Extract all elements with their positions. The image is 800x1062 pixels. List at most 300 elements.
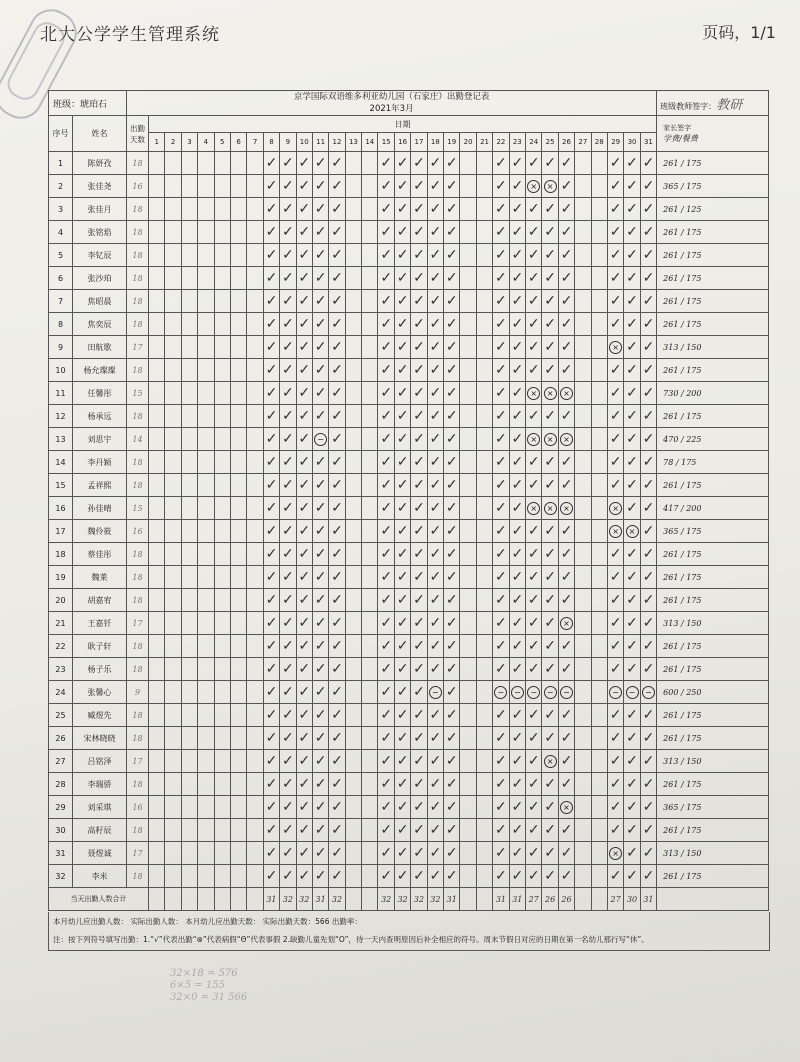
attendance-cell [394, 474, 410, 497]
attendance-cell [345, 428, 361, 451]
student-days: 17 [127, 336, 149, 359]
attendance-cell [198, 819, 214, 842]
present-check-icon: ✓ [527, 638, 540, 654]
attendance-cell [149, 497, 165, 520]
present-check-icon: ✓ [626, 661, 638, 677]
present-check-icon: ✓ [609, 776, 622, 792]
attendance-cell [362, 405, 378, 428]
attendance-cell [165, 382, 181, 405]
attendance-cell [378, 198, 394, 221]
attendance-cell [476, 175, 492, 198]
attendance-cell [460, 750, 476, 773]
present-check-icon: ✓ [314, 822, 327, 838]
attendance-cell [378, 750, 394, 773]
present-check-icon: ✓ [314, 523, 327, 539]
present-check-icon: ✓ [281, 684, 294, 700]
attendance-cell [296, 336, 312, 359]
attendance-cell [591, 566, 607, 589]
attendance-cell [230, 152, 246, 175]
present-check-icon: ✓ [396, 270, 409, 286]
attendance-cell [624, 681, 640, 704]
attendance-cell [263, 543, 279, 566]
attendance-cell [640, 497, 656, 520]
personal-leave-icon: − [314, 433, 327, 446]
present-check-icon: ✓ [544, 868, 556, 884]
attendance-cell [165, 612, 181, 635]
student-name: 杨子乐 [73, 658, 127, 681]
attendance-cell [198, 244, 214, 267]
present-check-icon: ✓ [265, 385, 278, 401]
present-check-icon: ✓ [445, 178, 458, 194]
attendance-cell [312, 658, 328, 681]
student-days: 18 [127, 589, 149, 612]
attendance-cell [575, 198, 591, 221]
attendance-cell [181, 773, 197, 796]
present-check-icon: ✓ [495, 799, 507, 815]
student-name: 高籽辰 [73, 819, 127, 842]
attendance-cell [329, 474, 345, 497]
attendance-cell [509, 819, 525, 842]
attendance-cell [280, 267, 296, 290]
attendance-cell [509, 428, 525, 451]
present-check-icon: ✓ [642, 776, 655, 792]
attendance-cell [181, 405, 197, 428]
present-check-icon: ✓ [544, 615, 556, 631]
present-check-icon: ✓ [495, 316, 507, 332]
present-check-icon: ✓ [298, 523, 311, 539]
attendance-cell [575, 842, 591, 865]
present-check-icon: ✓ [626, 799, 638, 815]
present-check-icon: ✓ [527, 362, 540, 378]
attendance-cell [329, 175, 345, 198]
present-check-icon: ✓ [527, 799, 540, 815]
attendance-cell [640, 267, 656, 290]
attendance-cell [526, 796, 542, 819]
attendance-cell [362, 267, 378, 290]
student-row [49, 520, 769, 543]
parent-fee-signature: 365 / 175 [657, 520, 769, 543]
attendance-cell [411, 612, 427, 635]
attendance-cell [493, 290, 509, 313]
present-check-icon: ✓ [429, 569, 442, 585]
attendance-cell [509, 612, 525, 635]
attendance-cell [296, 819, 312, 842]
attendance-cell [214, 842, 230, 865]
attendance-cell [394, 198, 410, 221]
attendance-cell [640, 428, 656, 451]
present-check-icon: ✓ [380, 753, 393, 769]
attendance-cell [640, 727, 656, 750]
attendance-cell [329, 842, 345, 865]
present-check-icon: ✓ [265, 339, 278, 355]
attendance-cell [591, 175, 607, 198]
present-check-icon: ✓ [642, 753, 655, 769]
present-check-icon: ✓ [626, 339, 638, 355]
student-row [49, 681, 769, 704]
present-check-icon: ✓ [527, 293, 540, 309]
attendance-cell [165, 704, 181, 727]
student-name: 蔡佳彤 [73, 543, 127, 566]
attendance-cell [542, 175, 558, 198]
attendance-cell [263, 865, 279, 888]
attendance-cell [312, 635, 328, 658]
sick-leave-icon: × [560, 801, 573, 814]
attendance-cell [526, 244, 542, 267]
present-check-icon: ✓ [331, 155, 343, 171]
attendance-cell [624, 658, 640, 681]
attendance-cell [624, 428, 640, 451]
present-check-icon: ✓ [396, 799, 409, 815]
attendance-cell [312, 612, 328, 635]
present-check-icon: ✓ [298, 316, 311, 332]
attendance-cell [165, 428, 181, 451]
parent-fee-signature: 261 / 175 [657, 244, 769, 267]
attendance-cell [345, 336, 361, 359]
present-check-icon: ✓ [331, 845, 343, 861]
attendance-cell [345, 773, 361, 796]
attendance-cell [526, 290, 542, 313]
present-check-icon: ✓ [642, 868, 655, 884]
scribble-line: 32×0 = 31 566 [170, 992, 248, 1003]
present-check-icon: ✓ [544, 201, 556, 217]
present-check-icon: ✓ [495, 431, 507, 447]
attendance-cell [493, 313, 509, 336]
attendance-cell [214, 359, 230, 382]
student-no: 31 [49, 842, 73, 865]
daily-total: 31 [509, 888, 525, 911]
attendance-cell [493, 198, 509, 221]
attendance-cell [394, 796, 410, 819]
attendance-cell [640, 635, 656, 658]
present-check-icon: ✓ [495, 293, 507, 309]
attendance-cell [312, 796, 328, 819]
attendance-cell [378, 244, 394, 267]
present-check-icon: ✓ [413, 385, 425, 401]
attendance-cell [296, 727, 312, 750]
attendance-cell [542, 612, 558, 635]
present-check-icon: ✓ [429, 799, 442, 815]
attendance-cell [345, 635, 361, 658]
present-check-icon: ✓ [265, 684, 278, 700]
student-days: 18 [127, 658, 149, 681]
attendance-cell [165, 175, 181, 198]
teacher-signature-label: 班级教师签字： [660, 101, 717, 111]
attendance-cell [493, 405, 509, 428]
present-check-icon: ✓ [380, 385, 393, 401]
present-check-icon: ✓ [445, 316, 458, 332]
present-check-icon: ✓ [413, 753, 425, 769]
personal-leave-icon: − [494, 686, 507, 699]
present-check-icon: ✓ [429, 224, 442, 240]
attendance-cell [460, 842, 476, 865]
parent-fee-signature: 313 / 150 [657, 612, 769, 635]
present-check-icon: ✓ [560, 546, 573, 562]
student-row [49, 842, 769, 865]
attendance-cell [476, 819, 492, 842]
attendance-cell [624, 773, 640, 796]
attendance-cell [214, 658, 230, 681]
attendance-cell [444, 336, 460, 359]
attendance-cell [149, 681, 165, 704]
present-check-icon: ✓ [511, 638, 524, 654]
present-check-icon: ✓ [281, 661, 294, 677]
present-check-icon: ✓ [281, 270, 294, 286]
attendance-cell [362, 704, 378, 727]
attendance-cell [591, 244, 607, 267]
present-check-icon: ✓ [609, 408, 622, 424]
parent-signature-value: 学费/餐费 [663, 134, 698, 143]
present-check-icon: ✓ [495, 224, 507, 240]
present-check-icon: ✓ [314, 201, 327, 217]
attendance-cell [362, 428, 378, 451]
student-no: 32 [49, 865, 73, 888]
attendance-cell [640, 290, 656, 313]
attendance-cell [444, 819, 460, 842]
attendance-cell [329, 750, 345, 773]
attendance-cell [575, 773, 591, 796]
attendance-cell [198, 796, 214, 819]
parent-fee-signature: 261 / 175 [657, 773, 769, 796]
attendance-cell [509, 290, 525, 313]
daily-total: 32 [394, 888, 410, 911]
attendance-cell [493, 382, 509, 405]
attendance-cell [362, 612, 378, 635]
attendance-cell [247, 382, 263, 405]
present-check-icon: ✓ [626, 822, 638, 838]
header-row [49, 116, 769, 133]
present-check-icon: ✓ [527, 753, 540, 769]
attendance-cell [411, 313, 427, 336]
student-row [49, 290, 769, 313]
attendance-cell [427, 313, 443, 336]
attendance-cell [476, 267, 492, 290]
attendance-cell [444, 612, 460, 635]
present-check-icon: ✓ [265, 776, 278, 792]
present-check-icon: ✓ [642, 224, 655, 240]
attendance-cell [460, 796, 476, 819]
attendance-cell [411, 819, 427, 842]
present-check-icon: ✓ [445, 799, 458, 815]
attendance-cell [411, 865, 427, 888]
attendance-cell [296, 612, 312, 635]
present-check-icon: ✓ [511, 776, 524, 792]
present-check-icon: ✓ [495, 638, 507, 654]
attendance-cell [247, 589, 263, 612]
attendance-cell [329, 681, 345, 704]
attendance-cell [460, 198, 476, 221]
attendance-cell [624, 382, 640, 405]
parent-fee-signature: 470 / 225 [657, 428, 769, 451]
attendance-cell [198, 497, 214, 520]
attendance-cell [411, 589, 427, 612]
attendance-cell [362, 497, 378, 520]
present-check-icon: ✓ [626, 316, 638, 332]
present-check-icon: ✓ [413, 799, 425, 815]
attendance-cell [280, 612, 296, 635]
attendance-cell [558, 865, 574, 888]
attendance-cell [394, 313, 410, 336]
attendance-cell [591, 336, 607, 359]
student-no: 13 [49, 428, 73, 451]
present-check-icon: ✓ [642, 339, 655, 355]
attendance-cell [312, 520, 328, 543]
attendance-cell [165, 244, 181, 267]
attendance-cell [280, 727, 296, 750]
attendance-cell [640, 198, 656, 221]
attendance-cell [165, 474, 181, 497]
attendance-cell [149, 405, 165, 428]
attendance-cell [444, 589, 460, 612]
attendance-cell [607, 382, 623, 405]
present-check-icon: ✓ [609, 707, 622, 723]
present-check-icon: ✓ [626, 178, 638, 194]
attendance-cell [607, 428, 623, 451]
attendance-cell [149, 198, 165, 221]
attendance-cell [411, 221, 427, 244]
present-check-icon: ✓ [396, 293, 409, 309]
personal-leave-icon: − [609, 686, 622, 699]
attendance-cell [329, 704, 345, 727]
present-check-icon: ✓ [626, 776, 638, 792]
attendance-cell [378, 382, 394, 405]
present-check-icon: ✓ [265, 799, 278, 815]
daily-total [198, 888, 214, 911]
sick-leave-icon: × [560, 502, 573, 515]
attendance-cell [247, 520, 263, 543]
attendance-cell [345, 497, 361, 520]
attendance-cell [312, 221, 328, 244]
present-check-icon: ✓ [527, 316, 540, 332]
attendance-cell [411, 750, 427, 773]
attendance-cell [476, 842, 492, 865]
attendance-cell [247, 497, 263, 520]
attendance-cell [542, 313, 558, 336]
present-check-icon: ✓ [527, 661, 540, 677]
attendance-cell [444, 520, 460, 543]
present-check-icon: ✓ [560, 845, 573, 861]
present-check-icon: ✓ [380, 638, 393, 654]
attendance-cell [526, 497, 542, 520]
attendance-cell [329, 451, 345, 474]
present-check-icon: ✓ [609, 615, 622, 631]
attendance-cell [230, 612, 246, 635]
attendance-cell [165, 451, 181, 474]
attendance-cell [427, 750, 443, 773]
attendance-cell [263, 658, 279, 681]
present-check-icon: ✓ [380, 730, 393, 746]
present-check-icon: ✓ [642, 385, 655, 401]
attendance-cell [230, 267, 246, 290]
attendance-cell [296, 842, 312, 865]
present-check-icon: ✓ [413, 500, 425, 516]
attendance-cell [575, 451, 591, 474]
sick-leave-icon: × [544, 755, 557, 768]
present-check-icon: ✓ [331, 523, 343, 539]
present-check-icon: ✓ [609, 546, 622, 562]
attendance-cell [263, 336, 279, 359]
attendance-cell [444, 727, 460, 750]
present-check-icon: ✓ [314, 408, 327, 424]
present-check-icon: ✓ [281, 753, 294, 769]
attendance-cell [214, 382, 230, 405]
attendance-cell [640, 221, 656, 244]
attendance-cell [427, 842, 443, 865]
attendance-cell [394, 612, 410, 635]
sick-leave-icon: × [560, 387, 573, 400]
attendance-cell [427, 796, 443, 819]
attendance-cell [280, 336, 296, 359]
attendance-cell [198, 589, 214, 612]
attendance-cell [280, 819, 296, 842]
attendance-cell [542, 842, 558, 865]
attendance-cell [575, 382, 591, 405]
present-check-icon: ✓ [495, 707, 507, 723]
parent-fee-signature: 261 / 175 [657, 704, 769, 727]
attendance-cell [624, 750, 640, 773]
attendance-cell [329, 566, 345, 589]
present-check-icon: ✓ [445, 362, 458, 378]
attendance-cell [444, 658, 460, 681]
attendance-cell [607, 796, 623, 819]
present-check-icon: ✓ [511, 845, 524, 861]
present-check-icon: ✓ [495, 385, 507, 401]
attendance-cell [624, 198, 640, 221]
attendance-cell [362, 842, 378, 865]
attendance-cell [378, 658, 394, 681]
present-check-icon: ✓ [265, 316, 278, 332]
present-check-icon: ✓ [314, 454, 327, 470]
present-check-icon: ✓ [413, 178, 425, 194]
present-check-icon: ✓ [331, 638, 343, 654]
attendance-cell [149, 819, 165, 842]
attendance-cell [542, 773, 558, 796]
student-row [49, 336, 769, 359]
student-name: 臧煜先 [73, 704, 127, 727]
attendance-cell [444, 175, 460, 198]
attendance-cell [607, 635, 623, 658]
attendance-cell [509, 773, 525, 796]
student-row [49, 566, 769, 589]
present-check-icon: ✓ [544, 822, 556, 838]
present-check-icon: ✓ [495, 178, 507, 194]
attendance-cell [247, 727, 263, 750]
attendance-cell [411, 520, 427, 543]
present-check-icon: ✓ [527, 270, 540, 286]
sick-leave-icon: × [544, 502, 557, 515]
attendance-cell [394, 842, 410, 865]
attendance-cell [558, 336, 574, 359]
attendance-cell [296, 520, 312, 543]
attendance-cell [280, 658, 296, 681]
present-check-icon: ✓ [445, 707, 458, 723]
attendance-cell [509, 152, 525, 175]
attendance-cell [247, 796, 263, 819]
attendance-cell [149, 313, 165, 336]
attendance-cell [214, 428, 230, 451]
attendance-cell [312, 451, 328, 474]
attendance-cell [427, 175, 443, 198]
attendance-cell [362, 773, 378, 796]
attendance-cell [558, 198, 574, 221]
attendance-cell [460, 727, 476, 750]
attendance-cell [165, 635, 181, 658]
attendance-cell [247, 336, 263, 359]
attendance-cell [427, 819, 443, 842]
present-check-icon: ✓ [495, 592, 507, 608]
daily-total: 31 [493, 888, 509, 911]
present-check-icon: ✓ [626, 408, 638, 424]
attendance-cell [542, 405, 558, 428]
